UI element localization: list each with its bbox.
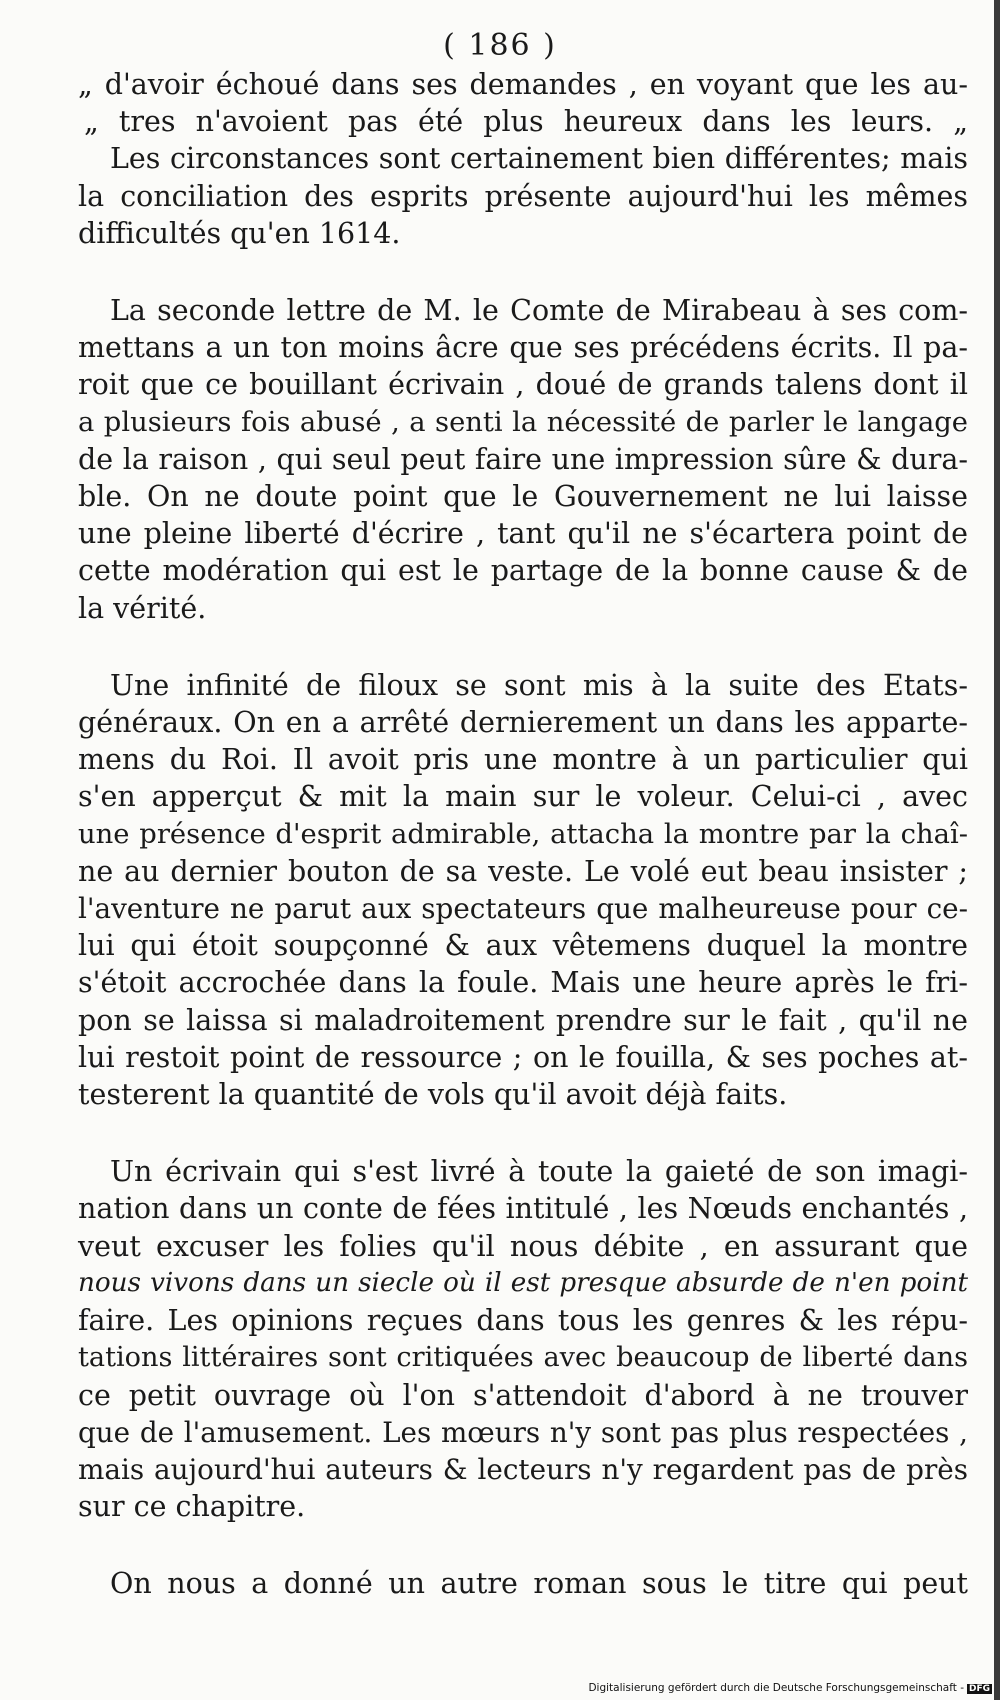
paragraph-3 — [78, 667, 968, 1113]
text-line: ce petit ouvrage où l'on s'attendoit d'abord à ne trouver — [78, 1378, 968, 1412]
text-line: s'étoit accrochée dans la foule. Mais une heure après le fri- — [78, 966, 968, 1000]
text-line: pon se laissa si maladroitement prendre sur le fait , qu'il ne — [78, 1003, 968, 1037]
text-line: roit que ce bouillant écrivain , doué de grands talens dont il — [78, 368, 968, 402]
text-line: ble. On ne doute point que le Gouvernement ne lui laisse — [78, 480, 968, 514]
text-line: faire. Les opinions reçues dans tous les genres & les répu- — [78, 1304, 968, 1338]
text-line: testerent la quantité de vols qu'il avoit déjà faits. — [78, 1078, 788, 1112]
text-line: la conciliation des esprits présente aujourd'hui les mêmes — [78, 179, 968, 213]
text-line: de la raison , qui seul peut faire une impression sûre & dura- — [78, 442, 968, 476]
digitization-credit — [588, 1682, 992, 1694]
text-line: une présence d'esprit admirable, attacha la montre par la chaî- — [78, 818, 968, 850]
page-edge-shadow — [994, 0, 1000, 1700]
text-line: Une infinité de filoux se sont mis à la suite des Etats- — [110, 668, 968, 702]
text-line: généraux. On en a arrêté dernierement un dans les apparte- — [78, 706, 968, 740]
text-line: ne au dernier bouton de sa veste. Le volé eut beau insister ; — [78, 854, 968, 888]
text-line: nation dans un conte de fées intitulé , les Nœuds enchantés , — [78, 1192, 968, 1226]
text-line: cette modération qui est le partage de la bonne cause & de — [78, 554, 968, 588]
text-line: On nous a donné un autre roman sous le titre qui peut — [110, 1567, 968, 1601]
credit-text: Digitalisierung gefördert durch die Deutsche Forschungsgemeinschaft - — [588, 1682, 964, 1694]
text-line: veut excuser les folies qu'il nous débite , en assurant que — [78, 1229, 968, 1263]
text-line: „ tres n'avoient pas été plus heureux dans les leurs. „ — [84, 105, 968, 139]
text-line: la vérité. — [78, 591, 207, 625]
text-line: s'en apperçut & mit la main sur le voleur. Celui-ci , avec — [78, 780, 968, 814]
text-line: a plusieurs fois abusé , a senti la nécessité de parler le langage — [78, 406, 968, 438]
dfg-logo: DFG — [968, 1684, 990, 1694]
paragraph-1 — [78, 66, 968, 252]
text-line: „ d'avoir échoué dans ses demandes , en voyant que les au- — [78, 68, 968, 101]
text-line: mettans a un ton moins âcre que ses précédens écrits. Il pa- — [78, 331, 968, 365]
text-line: difficultés qu'en 1614. — [78, 216, 401, 250]
text-line: nous vivons dans un siecle où il est presque absurde de n'en point — [78, 1267, 968, 1298]
text-line: Les circonstances sont certainement bien différentes; mais — [110, 142, 968, 176]
text-line: lui restoit point de ressource ; on le fouilla, & ses poches at- — [78, 1040, 968, 1074]
text-line: sur ce chapitre. — [78, 1490, 306, 1524]
paragraph-5 — [78, 1565, 968, 1602]
text-line: La seconde lettre de M. le Comte de Mirabeau à ses com- — [110, 294, 968, 328]
text-line: lui qui étoit soupçonné & aux vêtemens duquel la montre — [78, 929, 968, 963]
text-line: tations littéraires sont critiquées avec beaucoup de liberté dans — [78, 1342, 968, 1374]
text-line: mens du Roi. Il avoit pris une montre à un particulier qui — [78, 743, 968, 777]
text-line: une pleine liberté d'écrire , tant qu'il ne s'écartera point de — [78, 517, 968, 551]
text-line: l'aventure ne parut aux spectateurs que malheureuse pour ce- — [78, 892, 968, 926]
paragraph-4 — [78, 1153, 968, 1525]
body-text — [78, 66, 968, 1603]
text-line: mais aujourd'hui auteurs & lecteurs n'y regardent pas de près — [78, 1452, 968, 1486]
page-number: ( 186 ) — [443, 28, 557, 63]
paragraph-2 — [78, 292, 968, 627]
text-line: que de l'amusement. Les mœurs n'y sont pas plus respectées , — [78, 1415, 968, 1449]
text-line: Un écrivain qui s'est livré à toute la gaieté de son imagi- — [110, 1155, 968, 1189]
